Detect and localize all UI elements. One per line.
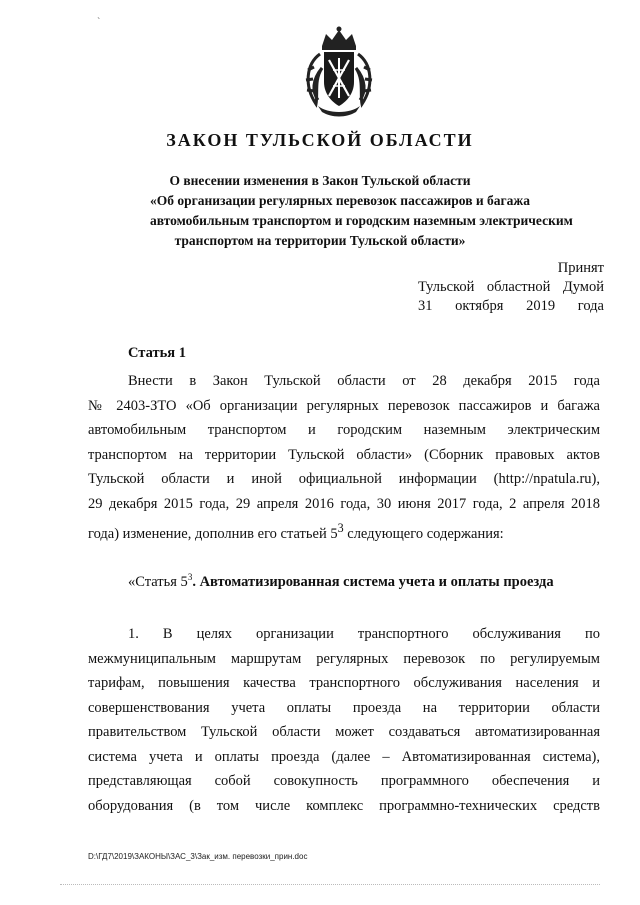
article-5-3-title: . Автоматизированная система учета и оплаты проезда	[192, 573, 554, 590]
subtitle-line: О внесении изменения в Закон Тульской области	[169, 173, 471, 188]
text-line: транспортом на территории Тульской области» (Сборник правовых актов	[88, 446, 600, 463]
adoption-day: 31	[418, 298, 433, 314]
text-line: автомобильным транспортом и городским наземным электрическим	[88, 422, 600, 438]
text-line	[88, 516, 600, 546]
adoption-month: октября	[455, 298, 504, 314]
superscript: 3	[187, 572, 193, 582]
text-line: тарифам, повышения качества транспортного обслуживания населения и	[88, 675, 600, 691]
text-line: № 2403-ЗТО «Об организации регулярных перевозок пассажиров и багажа	[88, 397, 600, 414]
article-1-body	[88, 369, 600, 546]
text-fragment: следующего содержания:	[343, 525, 504, 542]
adopted-label: Принят	[557, 260, 604, 276]
document-file-path: D:\ГД7\2019\ЗАКОНЫ\ЗАС_3\Зак_изм. перевозки_прин.doc	[88, 852, 308, 861]
superscript: 3	[337, 521, 344, 535]
scan-noise-line	[60, 884, 600, 887]
adoption-date	[418, 297, 604, 316]
text-line: 1. В целях организации транспортного обслуживания по	[128, 626, 600, 642]
text-line: оборудования (в том числе комплекс программно-технических средств	[88, 797, 600, 814]
text-line: 29 декабря 2015 года, 29 апреля 2016 года, 30 июня 2017 года, 2 апреля 2018	[88, 495, 600, 512]
adopted-by-word: Думой	[562, 279, 604, 295]
adoption-block	[418, 259, 604, 316]
subtitle-line: автомобильным транспортом и городским наземным электрическим	[150, 213, 573, 228]
adopted-by-word: Тульской	[418, 279, 475, 295]
subtitle-line: «Об организации регулярных перевозок пассажиров и багажа	[150, 193, 530, 208]
article-5-3-prefix: «Статья 5	[128, 573, 188, 590]
law-title: ЗАКОН ТУЛЬСКОЙ ОБЛАСТИ	[166, 130, 474, 150]
adopted-by	[418, 278, 604, 297]
text-line: система учета и оплаты проезда (далее – Автоматизированная система),	[88, 748, 600, 765]
text-line: совершенствования учета оплаты проезда на территории области	[88, 699, 600, 716]
text-line: Внести в Закон Тульской области от 28 декабря 2015 года	[128, 373, 600, 389]
subtitle-line: транспортом на территории Тульской области»	[174, 233, 466, 248]
scan-tick-mark: `	[97, 17, 101, 28]
text-line: представляющая собой совокупность программного обеспечения и	[88, 773, 600, 789]
text-line: правительством Тульской области может создаваться автоматизированная	[88, 724, 600, 740]
adoption-year: 2019	[526, 298, 556, 314]
law-subtitle	[150, 171, 573, 251]
article-5-3-body	[88, 622, 600, 818]
text-line: межмуниципальным маршрутам регулярных перевозок по регулируемым	[88, 650, 600, 667]
text-line: Тульской области и иной официальной информации (http://npatula.ru),	[88, 471, 600, 487]
text-fragment: года) изменение, дополнив его статьей 5	[88, 525, 338, 542]
adoption-year-word: года	[577, 298, 604, 314]
tula-coat-of-arms-icon	[298, 24, 380, 120]
article-1-heading: Статья 1	[128, 345, 186, 361]
adopted-by-word: областной	[486, 279, 551, 295]
article-5-3-heading	[128, 572, 554, 591]
